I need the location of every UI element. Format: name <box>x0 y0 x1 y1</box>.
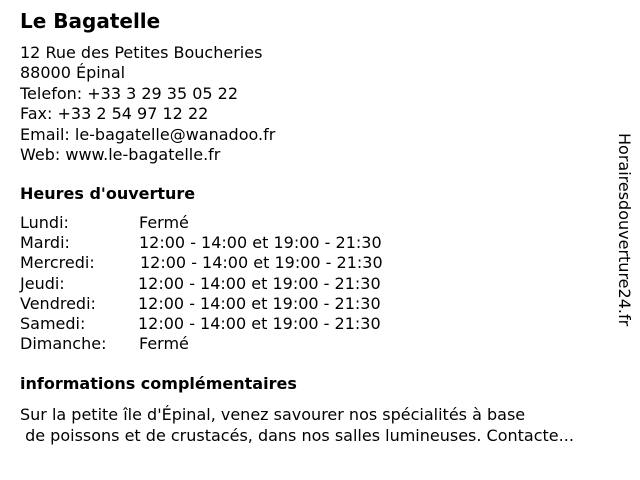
hours-time: Fermé <box>139 334 189 354</box>
description-line-1: Sur la petite île d'Épinal, venez savourer nos spécialités à base <box>20 405 526 424</box>
hours-time: 12:00 - 14:00 et 19:00 - 21:30 <box>138 313 381 333</box>
contact-block <box>20 43 275 165</box>
hours-day: Dimanche: <box>20 334 107 354</box>
description-text <box>20 404 625 446</box>
hours-time: 12:00 - 14:00 et 19:00 - 21:30 <box>139 233 382 253</box>
hours-time: 12:00 - 14:00 et 19:00 - 21:30 <box>138 273 381 293</box>
phone-number: Telefon: +33 3 29 35 05 22 <box>20 83 239 103</box>
watermark <box>612 133 634 373</box>
fax-number: Fax: +33 2 54 97 12 22 <box>20 104 209 124</box>
hours-heading: Heures d'ouverture <box>20 184 196 203</box>
hours-day: Lundi: <box>20 213 69 232</box>
info-heading: informations complémentaires <box>20 374 297 393</box>
hours-day: Samedi: <box>20 313 86 333</box>
hours-time: 12:00 - 14:00 et 19:00 - 21:30 <box>140 253 383 273</box>
hours-day: Mercredi: <box>20 253 95 273</box>
address-line-2: 88000 Épinal <box>20 63 126 83</box>
business-name: Le Bagatelle <box>20 9 161 33</box>
description-line-2: de poissons et de crustacés, dans nos salles lumineuses. Contacte... <box>20 426 574 445</box>
hours-day: Jeudi: <box>20 273 65 293</box>
hours-day: Vendredi: <box>20 293 96 313</box>
website-address: Web: www.le-bagatelle.fr <box>20 144 221 164</box>
hours-time: Fermé <box>139 213 189 232</box>
hours-time: 12:00 - 14:00 et 19:00 - 21:30 <box>138 293 381 313</box>
watermark-text: Horairesdouverture24.fr <box>615 133 634 327</box>
address-line-1: 12 Rue des Petites Boucheries <box>20 43 263 62</box>
hours-day: Mardi: <box>20 233 70 253</box>
email-address: Email: le-bagatelle@wanadoo.fr <box>20 124 276 144</box>
